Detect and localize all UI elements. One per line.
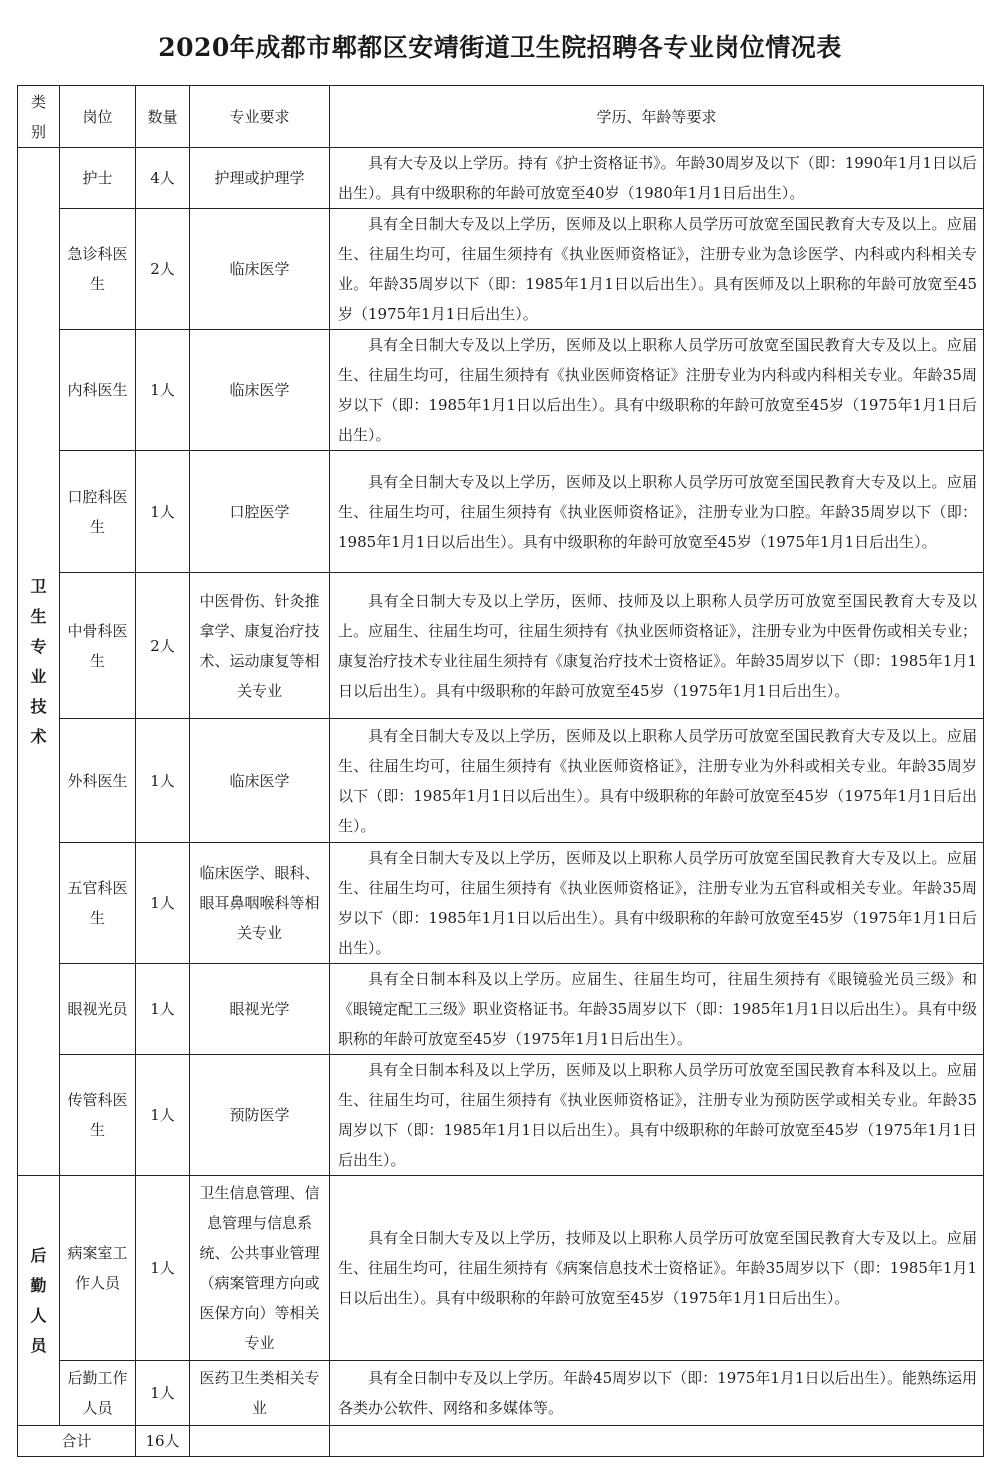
table-row [18, 573, 984, 719]
major-cell: 口腔医学 [190, 451, 330, 573]
position-cell: 病案室工作人员 [60, 1176, 136, 1361]
quantity-cell: 1人 [136, 1176, 190, 1361]
table-row [18, 330, 984, 451]
major-cell: 眼视光学 [190, 964, 330, 1055]
quantity-cell: 2人 [136, 209, 190, 330]
table-row [18, 964, 984, 1055]
quantity-cell: 1人 [136, 964, 190, 1055]
recruitment-table [17, 85, 984, 1457]
total-requirements-empty [330, 1426, 984, 1457]
total-major-empty [190, 1426, 330, 1457]
header-major: 专业要求 [190, 86, 330, 148]
major-cell: 临床医学 [190, 209, 330, 330]
position-cell: 护士 [60, 148, 136, 209]
total-row [18, 1426, 984, 1457]
major-cell: 卫生信息管理、信息管理与信息系统、公共事业管理（病案管理方向或医保方向）等相关专业 [190, 1176, 330, 1361]
major-cell: 临床医学 [190, 719, 330, 843]
table-row [18, 719, 984, 843]
quantity-cell: 1人 [136, 330, 190, 451]
header-requirements: 学历、年龄等要求 [330, 86, 984, 148]
requirements-cell: 具有全日制本科及以上学历，医师及以上职称人员学历可放宽至国民教育本科及以上。应届生、往届生均可，往届生须持有《执业医师资格证》，注册专业为预防医学或相关专业。年龄35周岁以下（即：1985年1月1日以后出生）。具有中级职称的年龄可放宽至45岁（1975年1月1日后出生）。 [330, 1055, 984, 1176]
header-quantity: 数量 [136, 86, 190, 148]
requirements-cell: 具有全日制大专及以上学历，医师及以上职称人员学历可放宽至国民教育大专及以上。应届生、往届生均可，往届生须持有《执业医师资格证》，注册专业为口腔。年龄35周岁以下（即：1985年1月1日以后出生）。具有中级职称的年龄可放宽至45岁（1975年1月1日后出生）。 [330, 451, 984, 573]
requirements-cell: 具有全日制大专及以上学历，医师及以上职称人员学历可放宽至国民教育大专及以上。应届生、往届生均可，往届生须持有《执业医师资格证》，注册专业为外科或相关专业。年龄35周岁以下（即：1985年1月1日以后出生）。具有中级职称的年龄可放宽至45岁（1975年1月1日后出生）。 [330, 719, 984, 843]
position-cell: 眼视光员 [60, 964, 136, 1055]
major-cell: 临床医学、眼科、眼耳鼻咽喉科等相关专业 [190, 843, 330, 964]
total-label: 合计 [18, 1426, 136, 1457]
header-category: 类别 [18, 86, 60, 148]
requirements-cell: 具有全日制中专及以上学历。年龄45周岁以下（即：1975年1月1日以后出生）。能熟练运用各类办公软件、网络和多媒体等。 [330, 1361, 984, 1426]
table-row [18, 1055, 984, 1176]
quantity-cell: 2人 [136, 573, 190, 719]
quantity-cell: 4人 [136, 148, 190, 209]
position-cell: 内科医生 [60, 330, 136, 451]
position-cell: 急诊科医生 [60, 209, 136, 330]
table-row [18, 209, 984, 330]
position-cell: 传管科医生 [60, 1055, 136, 1176]
quantity-cell: 1人 [136, 1361, 190, 1426]
requirements-cell: 具有全日制大专及以上学历，技师及以上职称人员学历可放宽至国民教育大专及以上。应届生、往届生均可，往届生须持有《病案信息技术士资格证》。年龄35周岁以下（即：1985年1月1日以后出生）。具有中级职称的年龄可放宽至45岁（1975年1月1日后出生）。 [330, 1176, 984, 1361]
major-cell: 临床医学 [190, 330, 330, 451]
total-quantity: 16人 [136, 1426, 190, 1457]
position-cell: 外科医生 [60, 719, 136, 843]
requirements-cell: 具有全日制本科及以上学历。应届生、往届生均可，往届生须持有《眼镜验光员三级》和《眼镜定配工三级》职业资格证书。年龄35周岁以下（即：1985年1月1日以后出生）。具有中级职称的年龄可放宽至45岁（1975年1月1日后出生）。 [330, 964, 984, 1055]
table-row [18, 148, 984, 209]
position-cell: 五官科医生 [60, 843, 136, 964]
quantity-cell: 1人 [136, 719, 190, 843]
quantity-cell: 1人 [136, 1055, 190, 1176]
position-cell: 后勤工作人员 [60, 1361, 136, 1426]
header-position: 岗位 [60, 86, 136, 148]
position-cell: 中骨科医生 [60, 573, 136, 719]
quantity-cell: 1人 [136, 843, 190, 964]
page-title: 2020年成都市郫都区安靖街道卫生院招聘各专业岗位情况表 [158, 33, 842, 62]
table-row [18, 451, 984, 573]
quantity-cell: 1人 [136, 451, 190, 573]
major-cell: 中医骨伤、针灸推拿学、康复治疗技术、运动康复等相关专业 [190, 573, 330, 719]
table-row [18, 1176, 984, 1361]
requirements-cell: 具有全日制大专及以上学历，医师、技师及以上职称人员学历可放宽至国民教育大专及以上。应届生、往届生均可，往届生须持有《执业医师资格证》，注册专业为中医骨伤或相关专业；康复治疗技术专业往届生须持有《康复治疗技术士资格证》。年龄35周岁以下（即：1985年1月1日以后出生）。具有中级职称的年龄可放宽至45岁（1975年1月1日后出生）。 [330, 573, 984, 719]
category-cell: 卫生专业技术 [18, 148, 60, 1176]
category-cell: 后勤人员 [18, 1176, 60, 1426]
major-cell: 预防医学 [190, 1055, 330, 1176]
requirements-cell: 具有全日制大专及以上学历，医师及以上职称人员学历可放宽至国民教育大专及以上。应届生、往届生均可，往届生须持有《执业医师资格证》注册专业为内科或内科相关专业。年龄35周岁以下（即：1985年1月1日以后出生）。具有中级职称的年龄可放宽至45岁（1975年1月1日后出生）。 [330, 330, 984, 451]
requirements-cell: 具有全日制大专及以上学历，医师及以上职称人员学历可放宽至国民教育大专及以上。应届生、往届生均可，往届生须持有《执业医师资格证》，注册专业为急诊医学、内科或内科相关专业。年龄35周岁以下（即：1985年1月1日以后出生）。具有医师及以上职称的年龄可放宽至45岁（1975年1月1日后出生）。 [330, 209, 984, 330]
table-header-row [18, 86, 984, 148]
requirements-cell: 具有全日制大专及以上学历，医师及以上职称人员学历可放宽至国民教育大专及以上。应届生、往届生均可，往届生须持有《执业医师资格证》，注册专业为五官科或相关专业。年龄35周岁以下（即：1985年1月1日以后出生）。具有中级职称的年龄可放宽至45岁（1975年1月1日后出生）。 [330, 843, 984, 964]
major-cell: 医药卫生类相关专业 [190, 1361, 330, 1426]
table-row [18, 1361, 984, 1426]
position-cell: 口腔科医生 [60, 451, 136, 573]
major-cell: 护理或护理学 [190, 148, 330, 209]
table-row [18, 843, 984, 964]
requirements-cell: 具有大专及以上学历。持有《护士资格证书》。年龄30周岁及以下（即：1990年1月1日以后出生）。具有中级职称的年龄可放宽至40岁（1980年1月1日后出生）。 [330, 148, 984, 209]
